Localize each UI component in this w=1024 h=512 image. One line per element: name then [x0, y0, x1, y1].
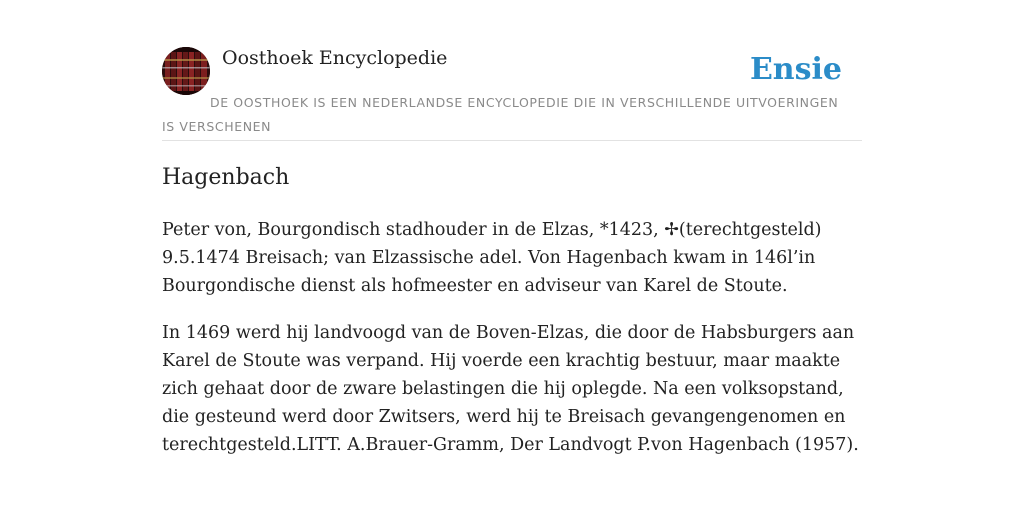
books-icon[interactable] — [162, 47, 210, 95]
site-tagline: DE OOSTHOEK IS EEN NEDERLANDSE ENCYCLOPEDIE DIE IN VERSCHILLENDE UITVOERINGEN IS VERSCHENEN — [162, 95, 839, 134]
article-body — [162, 216, 862, 478]
site-title[interactable]: Oosthoek Encyclopedie — [222, 47, 448, 69]
brand-logo[interactable]: Ensie — [749, 52, 842, 87]
article-paragraph: Peter von, Bourgondisch stadhouder in de Elzas, *1423, ✢(terechtgesteld) 9.5.1474 Breisach; van Elzassische adel. Von Hagenbach kwam in 146l’in Bourgondische dienst als hofmeester en adviseur van Karel de Stoute. — [162, 220, 822, 296]
site-header — [162, 46, 862, 141]
article-paragraph: In 1469 werd hij landvoogd van de Boven-Elzas, die door de Habsburgers aan Karel de Stoute was verpand. Hij voerde een krachtig bestuur, maar maakte zich gehaat door de zware belastingen die hij oplegde. Na een volksopstand, die gesteund werd door Zwitsers, werd hij te Breisach gevangengenomen en terechtgesteld.LITT. A.Brauer-Gramm, Der Landvogt P.von Hagenbach (1957). — [162, 323, 859, 455]
article-title: Hagenbach — [162, 165, 290, 190]
